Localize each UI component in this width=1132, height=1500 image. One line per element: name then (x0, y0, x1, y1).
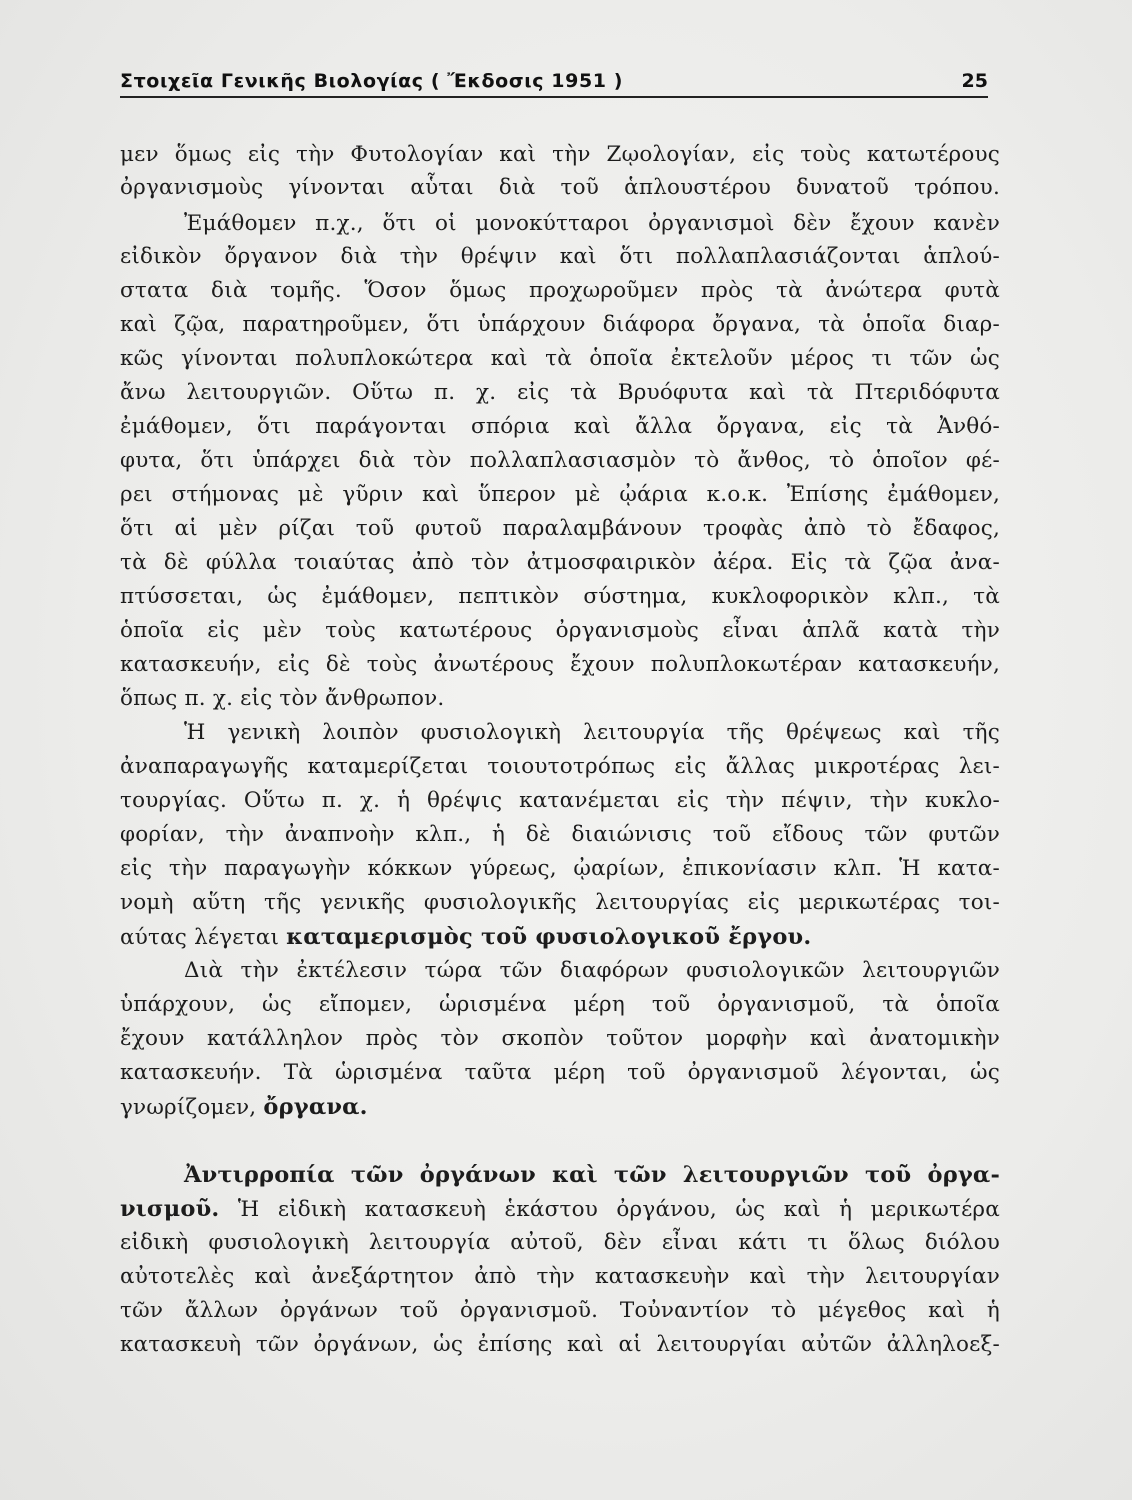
text-line: ρει στήμονας μὲ γῦριν καὶ ὕπερον μὲ ᾠάρια κ.ο.κ. Ἐπίσης ἐμάθομεν, (120, 482, 1000, 507)
text-line: τῶν ἄλλων ὀργάνων τοῦ ὀργανισμοῦ. Τοὐναντίον τὸ μέγεθος καὶ ἡ (120, 1298, 1000, 1323)
text-fragment: Ἡ εἰδικὴ κατασκευὴ ἑκάστου ὀργάνου, ὡς καὶ ἡ μερικωτέρα (237, 1197, 1000, 1222)
page-number: 25 (961, 70, 988, 92)
text-fragment: γνωρίζομεν, (120, 1095, 257, 1120)
text-line: Ἡ γενικὴ λοιπὸν φυσιολογικὴ λειτουργία τῆς θρέψεως καὶ τῆς (184, 720, 1000, 745)
text-line: εἰδικὸν ὄργανον διὰ τὴν θρέψιν καὶ ὅτι πολλαπλασιάζονται ἁπλού- (120, 244, 1000, 269)
text-line: ὅπως π. χ. εἰς τὸν ἄνθρωπον. (120, 686, 445, 711)
bold-term-organs: ὄργανα. (263, 1094, 368, 1120)
text-line: αὐτοτελὲς καὶ ἀνεξάρτητον ἀπὸ τὴν κατασκευὴν καὶ τὴν λειτουργίαν (120, 1264, 1000, 1289)
text-line: ὅτι αἱ μὲν ρίζαι τοῦ φυτοῦ παραλαμβάνουν τροφὰς ἀπὸ τὸ ἔδαφος, (120, 516, 1000, 541)
text-line: κατασκευήν. Τὰ ὡρισμένα ταῦτα μέρη τοῦ ὀργανισμοῦ λέγονται, ὡς (120, 1060, 1000, 1085)
text-line: καὶ ζῷα, παρατηροῦμεν, ὅτι ὑπάρχουν διάφορα ὄργανα, τὰ ὁποῖα διαρ- (120, 312, 1000, 337)
bold-term-division-of-labour: καταμερισμὸς τοῦ φυσιολογικοῦ ἔργου. (286, 924, 812, 950)
text-line: ὑπάρχουν, ὡς εἴπομεν, ὡρισμένα μέρη τοῦ ὀργανισμοῦ, τὰ ὁποῖα (120, 992, 1000, 1017)
text-line: ὀργανισμοὺς γίνονται αὗται διὰ τοῦ ἁπλουστέρου δυνατοῦ τρόπου. (120, 175, 1000, 200)
text-line: ἀναπαραγωγῆς καταμερίζεται τοιουτοτρόπως εἰς ἄλλας μικροτέρας λει- (120, 754, 1000, 779)
text-line: τὰ δὲ φύλλα τοιαύτας ἀπὸ τὸν ἀτμοσφαιρικὸν ἀέρα. Εἰς τὰ ζῷα ἀνα- (120, 550, 1000, 575)
text-fragment: αύτας λέγεται (120, 925, 280, 950)
section-heading-end: νισμοῦ. (120, 1196, 220, 1222)
text-line: στατα διὰ τομῆς. Ὅσον ὅμως προχωροῦμεν πρὸς τὰ ἀνώτερα φυτὰ (120, 278, 1000, 303)
text-line: μεν ὅμως εἰς τὴν Φυτολογίαν καὶ τὴν Ζῳολογίαν, εἰς τοὺς κατωτέρους (120, 142, 1000, 167)
text-line: κατασκευὴ τῶν ὀργάνων, ὡς ἐπίσης καὶ αἱ λειτουργίαι αὐτῶν ἀλληλοεξ- (120, 1332, 1000, 1357)
text-line: ὁποῖα εἰς μὲν τοὺς κατωτέρους ὀργανισμοὺς εἶναι ἁπλᾶ κατὰ τὴν (120, 618, 1000, 643)
section-heading: Ἀντιρροπία τῶν ὀργάνων καὶ τῶν λειτουργιῶν τοῦ ὀργα- (184, 1162, 1000, 1188)
text-line: πτύσσεται, ὡς ἐμάθομεν, πεπτικὸν σύστημα, κυκλοφορικὸν κλπ., τὰ (120, 584, 1000, 609)
text-line: κατασκευήν, εἰς δὲ τοὺς ἀνωτέρους ἔχουν πολυπλοκωτέραν κατασκευήν, (120, 652, 1000, 677)
text-line: εἰς τὴν παραγωγὴν κόκκων γύρεως, ᾠαρίων, ἐπικονίασιν κλπ. Ἡ κατα- (120, 856, 1000, 881)
running-header-title: Στοιχεῖα Γενικῆς Βιολογίας ( Ἔκδοσις 1951 ) (120, 70, 624, 92)
text-line: φορίαν, τὴν ἀναπνοὴν κλπ., ἡ δὲ διαιώνισις τοῦ εἴδους τῶν φυτῶν (120, 822, 1000, 847)
text-line: Ἐμάθομεν π.χ., ὅτι οἱ μονοκύτταροι ὀργανισμοὶ δὲν ἔχουν κανὲν (184, 211, 1000, 236)
text-line: ἄνω λειτουργιῶν. Οὕτω π. χ. εἰς τὰ Βρυόφυτα καὶ τὰ Πτεριδόφυτα (120, 380, 1000, 405)
text-line: Διὰ τὴν ἐκτέλεσιν τώρα τῶν διαφόρων φυσιολογικῶν λειτουργιῶν (184, 958, 1000, 983)
text-line (120, 1092, 1000, 1122)
text-line: τουργίας. Οὕτω π. χ. ἡ θρέψις κατανέμεται εἰς τὴν πέψιν, τὴν κυκλο- (120, 788, 1000, 813)
text-line: νομὴ αὕτη τῆς γενικῆς φυσιολογικῆς λειτουργίας εἰς μερικωτέρας τοι- (120, 890, 1000, 915)
text-line: ἐμάθομεν, ὅτι παράγονται σπόρια καὶ ἄλλα ὄργανα, εἰς τὰ Ἀνθό- (120, 414, 1000, 439)
text-line: κῶς γίνονται πολυπλοκώτερα καὶ τὰ ὁποῖα ἐκτελοῦν μέρος τι τῶν ὡς (120, 346, 1000, 371)
text-line (120, 1194, 1000, 1224)
text-line: φυτα, ὅτι ὑπάρχει διὰ τὸν πολλαπλασιασμὸν τὸ ἄνθος, τὸ ὁποῖον φέ- (120, 448, 1000, 473)
text-line: ἔχουν κατάλληλον πρὸς τὸν σκοπὸν τοῦτον μορφὴν καὶ ἀνατομικὴν (120, 1026, 1000, 1051)
text-line (120, 922, 1000, 952)
text-line: εἰδικὴ φυσιολογικὴ λειτουργία αὐτοῦ, δὲν εἶναι κάτι τι ὅλως διόλου (120, 1230, 1000, 1255)
